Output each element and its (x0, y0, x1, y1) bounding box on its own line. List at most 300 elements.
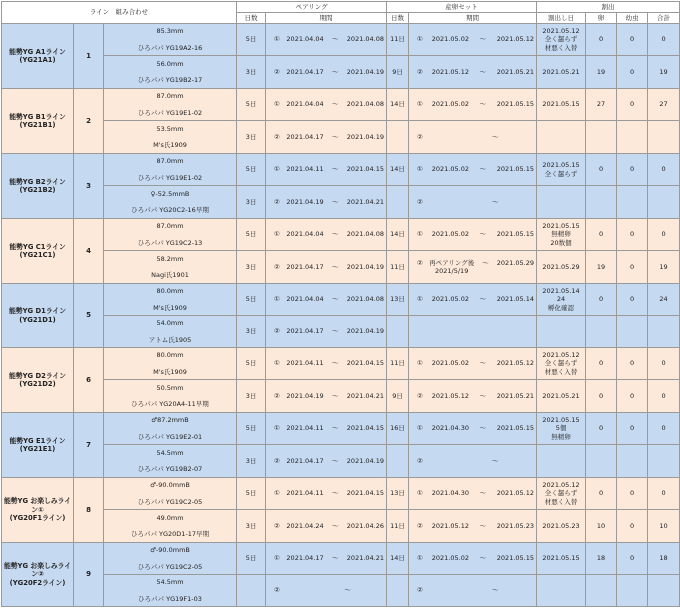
pairing-wave: ～ (331, 489, 339, 498)
egg-count (586, 316, 617, 348)
pairing-days: 5日 (237, 154, 266, 186)
pairing-period (266, 251, 387, 284)
pairing-mark: ② (274, 521, 280, 530)
total-count: 18 (648, 543, 680, 575)
set-mark: ② (417, 258, 423, 267)
pairing-wave: ～ (331, 391, 339, 400)
set-wave: ～ (479, 67, 487, 76)
set-to: 2021.05.23 (496, 521, 534, 530)
set-to: 2021.05.15 (496, 230, 534, 239)
parent-origin: ひろパパ YG19C2-05 (137, 562, 203, 571)
parent-origin: ひろパパ YG19C2-13 (137, 238, 203, 247)
larva-count: 0 (617, 380, 648, 413)
pairing-mark: ② (274, 456, 280, 465)
set-days: 9日 (387, 56, 409, 89)
set-to: 2021.05.12 (496, 359, 534, 368)
larva-count: 0 (617, 219, 648, 251)
set-mark: ① (417, 554, 423, 563)
line-number: 3 (74, 154, 104, 219)
total-count (648, 445, 680, 478)
table-row (2, 348, 680, 380)
parent-origin: ひろパパ YG19E1-02 (137, 173, 203, 182)
parent-cell (104, 24, 237, 56)
pairing-days: 5日 (237, 348, 266, 380)
set-wave: ～ (492, 197, 499, 206)
pairing-from: 2021.04.17 (286, 327, 324, 336)
set-period (409, 251, 537, 284)
parent-origin: ひろパパ YG19B2-17 (137, 76, 203, 84)
line-code: (YG21B2) (19, 186, 56, 194)
pairing-from: 2021.04.19 (286, 197, 324, 206)
total-count: 27 (648, 89, 680, 121)
set-from: 2021.05.12 (431, 391, 469, 400)
total-count (648, 186, 680, 219)
pairing-mark: ① (274, 554, 280, 563)
pairing-days: 5日 (237, 543, 266, 575)
set-wave: ～ (479, 230, 487, 239)
set-period (409, 510, 537, 543)
emerge-note: 24 孵化確認 (548, 295, 575, 312)
pairing-mark: ① (274, 295, 280, 304)
pairing-wave: ～ (331, 197, 339, 206)
parent-origin: ひろパパ YG19E1-02 (137, 108, 203, 117)
set-from: 2021.04.30 (431, 424, 469, 433)
pairing-period (266, 154, 387, 186)
egg-count: 18 (586, 543, 617, 575)
pairing-mark: ② (274, 586, 280, 595)
table-body (2, 24, 680, 607)
pairing-days (237, 575, 266, 607)
egg-count (586, 186, 617, 219)
set-wave: ～ (492, 456, 499, 465)
pairing-to: 2021.04.15 (346, 424, 385, 433)
line-code: (YG21A1) (19, 56, 56, 64)
line-name: 能勢YG A1ライン (9, 47, 66, 56)
parent-size: 49.0mm (156, 513, 184, 522)
set-mark: ① (417, 359, 423, 368)
total-count: 0 (648, 154, 680, 186)
parent-cell (104, 251, 237, 284)
set-days: 9日 (387, 380, 409, 413)
set-to: 2021.05.15 (496, 554, 534, 563)
emerge-cell (537, 445, 586, 478)
set-mark: ① (417, 489, 423, 498)
pairing-to: 2021.04.08 (346, 230, 385, 239)
emerge-date: 2021.05.23 (542, 521, 580, 530)
set-period (409, 89, 537, 121)
pairing-period (266, 380, 387, 413)
set-from: 2021.05.02 (431, 554, 469, 563)
emerge-note: 全く齧らず 材悪く入替 (544, 489, 578, 506)
line-code: (YG21D2) (19, 380, 56, 388)
pairing-wave: ～ (331, 521, 339, 530)
set-days: 14日 (387, 89, 409, 121)
pairing-from: 2021.04.17 (286, 554, 324, 563)
pairing-mark: ① (274, 359, 280, 368)
pairing-from: 2021.04.24 (286, 521, 324, 530)
pairing-to: 2021.04.26 (346, 521, 385, 530)
line-number: 5 (74, 284, 104, 348)
pairing-to: 2021.04.08 (346, 100, 385, 109)
set-mark: ② (417, 586, 423, 595)
pairing-period (266, 56, 387, 89)
pairing-wave: ～ (331, 100, 339, 109)
set-mark: ② (417, 67, 423, 76)
larva-count: 0 (617, 510, 648, 543)
table-row (2, 24, 680, 56)
set-from: 再ペアリング後 2021/5/19 (429, 258, 475, 275)
set-days: 11日 (387, 24, 409, 56)
total-count (648, 316, 680, 348)
parent-cell (104, 575, 237, 607)
total-count: 24 (648, 284, 680, 316)
parent-cell (104, 89, 237, 121)
set-wave: ～ (492, 586, 499, 595)
pairing-days: 3日 (237, 316, 266, 348)
parent-origin: ひろパパ YG20A4-11早期 (131, 400, 209, 408)
set-from: 2021.05.02 (431, 295, 469, 304)
emerge-date: 2021.05.29 (542, 262, 580, 271)
emerge-date: 2021.05.15 (542, 161, 580, 170)
line-name: 能勢YG B1ライン (9, 112, 66, 121)
table-row (2, 154, 680, 186)
set-from: 2021.05.02 (431, 35, 469, 44)
egg-count: 0 (586, 219, 617, 251)
pairing-wave: ～ (331, 262, 339, 271)
set-from: 2021.05.02 (431, 359, 469, 368)
egg-count: 0 (586, 348, 617, 380)
parent-cell (104, 543, 237, 575)
set-days: 11日 (387, 251, 409, 284)
set-wave: ～ (479, 295, 487, 304)
pairing-to: 2021.04.15 (346, 359, 385, 368)
emerge-cell (537, 24, 586, 56)
pairing-days: 5日 (237, 89, 266, 121)
line-code: (YG20F2ライン) (9, 578, 66, 587)
pairing-mark: ① (274, 230, 280, 239)
line-name-cell (2, 154, 74, 219)
pairing-to: 2021.04.21 (346, 554, 385, 563)
pairing-from: 2021.04.17 (286, 262, 324, 271)
set-period (409, 380, 537, 413)
set-to: 2021.05.15 (496, 424, 534, 433)
set-from: 2021.05.02 (431, 100, 469, 109)
set-days (387, 121, 409, 154)
pairing-period (266, 478, 387, 510)
line-name: 能勢YG B2ライン (9, 177, 66, 186)
pairing-period (266, 543, 387, 575)
pairing-days: 5日 (237, 284, 266, 316)
set-period (409, 478, 537, 510)
set-to: 2021.05.21 (496, 391, 534, 400)
pairing-period (266, 89, 387, 121)
larva-count: 0 (617, 154, 648, 186)
emerge-cell (537, 413, 586, 445)
pairing-wave: ～ (331, 67, 339, 76)
larva-count (617, 445, 648, 478)
parent-size: 56.0mm (156, 59, 184, 68)
table-row (2, 186, 680, 219)
emerge-date: 2021.05.15 (542, 554, 580, 563)
set-wave: ～ (479, 424, 487, 433)
pairing-wave: ～ (331, 456, 339, 465)
emerge-cell (537, 543, 586, 575)
parent-cell (104, 478, 237, 510)
total-count: 0 (648, 380, 680, 413)
parent-size: ♀-52.5mmB (150, 189, 190, 198)
set-days: 11日 (387, 348, 409, 380)
line-number: 9 (74, 543, 104, 607)
header-pairing-days: 日数 (237, 13, 266, 24)
set-days: 14日 (387, 154, 409, 186)
larva-count (617, 575, 648, 607)
set-wave: ～ (479, 391, 487, 400)
emerge-cell (537, 348, 586, 380)
larva-count: 0 (617, 284, 648, 316)
pairing-mark: ① (274, 489, 280, 498)
pairing-mark: ② (274, 197, 280, 206)
parent-size: 58.2mm (156, 254, 184, 263)
parent-origin: ひろパパ YG19A2-16 (137, 43, 203, 52)
pairing-days: 3日 (237, 445, 266, 478)
emerge-cell (537, 380, 586, 413)
pairing-period (266, 121, 387, 154)
egg-count: 0 (586, 154, 617, 186)
header-pairing-period: 期間 (266, 13, 387, 24)
set-wave: ～ (482, 258, 489, 267)
set-mark: ② (417, 132, 423, 141)
parent-size: 54.5mm (156, 448, 184, 457)
parent-size: 53.5mm (156, 124, 184, 133)
pairing-days: 3日 (237, 380, 266, 413)
pairing-from: 2021.04.11 (286, 489, 324, 498)
parent-size: 85.3mm (156, 27, 184, 36)
line-name: 能勢YG C1ライン (9, 242, 66, 251)
egg-count (586, 445, 617, 478)
set-mark: ① (417, 35, 423, 44)
pairing-to: 2021.04.19 (346, 456, 385, 465)
set-to: 2021.05.29 (496, 258, 534, 267)
pairing-period (266, 186, 387, 219)
pairing-wave: ～ (331, 230, 339, 239)
parent-size: 87.0mm (156, 92, 184, 101)
pairing-to: 2021.04.21 (346, 391, 385, 400)
line-code: (YG21D1) (19, 315, 56, 324)
set-period (409, 575, 537, 607)
total-count: 19 (648, 56, 680, 89)
parent-origin: ひろパパ YG19E2-01 (137, 432, 203, 441)
set-period (409, 348, 537, 380)
line-number: 2 (74, 89, 104, 154)
table-row (2, 219, 680, 251)
line-name-cell (2, 89, 74, 154)
emerge-note: 無精卵 20数個 (550, 230, 572, 247)
header-row-1 (2, 2, 680, 13)
egg-count: 0 (586, 24, 617, 56)
pairing-days: 5日 (237, 478, 266, 510)
emerge-cell (537, 89, 586, 121)
set-wave: ～ (479, 554, 487, 563)
set-mark: ① (417, 100, 423, 109)
larva-count: 0 (617, 24, 648, 56)
pairing-from: 2021.04.11 (286, 165, 324, 174)
pairing-to: 2021.04.19 (346, 67, 385, 76)
emerge-cell (537, 316, 586, 348)
pairing-days: 3日 (237, 510, 266, 543)
larva-count: 0 (617, 348, 648, 380)
set-period (409, 121, 537, 154)
line-name: 能勢YG D1ライン (8, 307, 67, 316)
emerge-cell (537, 219, 586, 251)
pairing-mark: ② (274, 132, 280, 141)
emerge-note: 全く齧らず 材悪く入替 (544, 35, 578, 52)
pairing-days: 3日 (237, 186, 266, 219)
total-count: 0 (648, 478, 680, 510)
parent-cell (104, 445, 237, 478)
pairing-to: 2021.04.15 (346, 489, 385, 498)
egg-count: 19 (586, 251, 617, 284)
parent-cell (104, 348, 237, 380)
pairing-days: 3日 (237, 121, 266, 154)
table-row (2, 284, 680, 316)
parent-origin: ひろパパ YG19B2-07 (137, 465, 203, 473)
set-days: 14日 (387, 543, 409, 575)
emerge-cell (537, 478, 586, 510)
pairing-from: 2021.04.17 (286, 456, 324, 465)
table-row (2, 89, 680, 121)
set-period (409, 56, 537, 89)
parent-size: 87.0mm (156, 222, 184, 231)
line-code: (YG21E1) (19, 445, 56, 453)
emerge-date: 2021.05.15 (542, 100, 580, 109)
header-set-period: 期間 (409, 13, 537, 24)
header-larva: 幼虫 (617, 13, 648, 24)
emerge-note: 全く齧らず (544, 169, 578, 178)
pairing-mark: ② (274, 327, 280, 336)
emerge-date: 2021.05.15 (542, 416, 580, 425)
line-name-cell (2, 284, 74, 348)
set-from: 2021.05.12 (431, 67, 469, 76)
set-wave: ～ (479, 100, 487, 109)
set-days (387, 316, 409, 348)
parent-size: 54.0mm (156, 319, 184, 328)
pairing-period (266, 510, 387, 543)
emerge-date: 2021.05.15 (542, 222, 580, 231)
line-number: 8 (74, 478, 104, 543)
pairing-wave: ～ (331, 35, 339, 44)
emerge-cell (537, 251, 586, 284)
parent-cell (104, 413, 237, 445)
set-period (409, 186, 537, 219)
pairing-to: 2021.04.19 (346, 262, 385, 271)
larva-count: 0 (617, 478, 648, 510)
set-period (409, 543, 537, 575)
line-name-cell (2, 543, 74, 607)
table-row (2, 251, 680, 284)
egg-count (586, 121, 617, 154)
pairing-period (266, 316, 387, 348)
set-period (409, 316, 537, 348)
pairing-mark: ② (274, 391, 280, 400)
egg-count: 0 (586, 413, 617, 445)
set-days: 11日 (387, 510, 409, 543)
pairing-to: 2021.04.21 (346, 197, 385, 206)
parent-cell (104, 380, 237, 413)
emerge-date: 2021.05.14 (542, 287, 580, 296)
emerge-note: 5個 無精卵 (551, 424, 571, 441)
emerge-note: 全く齧らず 材悪く入替 (544, 359, 578, 376)
set-days (387, 575, 409, 607)
line-name: 能勢YG お楽しみライン① (3, 497, 72, 514)
egg-count: 27 (586, 89, 617, 121)
set-to: 2021.05.12 (496, 35, 534, 44)
header-line-combo: ライン 組み合わせ (2, 2, 237, 24)
pairing-to: 2021.04.19 (346, 327, 385, 336)
pairing-days: 5日 (237, 413, 266, 445)
larva-count (617, 316, 648, 348)
pairing-wave: ～ (331, 132, 339, 141)
parent-size: ♂-90.0mmB (150, 546, 190, 555)
header-set-days: 日数 (387, 13, 409, 24)
pairing-days: 5日 (237, 24, 266, 56)
line-number: 7 (74, 413, 104, 478)
pairing-from: 2021.04.17 (286, 132, 324, 141)
larva-count (617, 121, 648, 154)
set-period (409, 445, 537, 478)
emerge-cell (537, 154, 586, 186)
table-row (2, 575, 680, 607)
emerge-cell (537, 510, 586, 543)
pairing-wave: ～ (331, 359, 339, 368)
set-period (409, 24, 537, 56)
egg-count (586, 575, 617, 607)
set-wave: ～ (479, 165, 487, 174)
parent-cell (104, 510, 237, 543)
pairing-mark: ② (274, 262, 280, 271)
set-mark: ① (417, 295, 423, 304)
pairing-days: 3日 (237, 251, 266, 284)
larva-count: 0 (617, 89, 648, 121)
parent-size: 80.0mm (156, 351, 184, 360)
pairing-from: 2021.04.19 (286, 391, 324, 400)
pairing-mark: ① (274, 35, 280, 44)
total-count (648, 575, 680, 607)
line-name-cell (2, 24, 74, 89)
set-from: 2021.05.02 (431, 165, 469, 174)
pairing-mark: ① (274, 424, 280, 433)
set-mark: ② (417, 521, 423, 530)
parent-origin: M's氏1909 (153, 367, 187, 376)
table-row (2, 478, 680, 510)
breeding-record-table (1, 1, 680, 607)
pairing-wave: ～ (331, 327, 339, 336)
set-period (409, 154, 537, 186)
parent-origin: ひろパパ YG19F1-03 (138, 594, 202, 603)
emerge-date: 2021.05.12 (542, 27, 580, 36)
set-wave: ～ (479, 489, 487, 498)
pairing-from: 2021.04.04 (286, 295, 324, 304)
egg-count: 0 (586, 478, 617, 510)
larva-count (617, 186, 648, 219)
parent-cell (104, 284, 237, 316)
parent-cell (104, 219, 237, 251)
set-mark: ② (417, 456, 423, 465)
table-row (2, 380, 680, 413)
parent-size: 80.0mm (156, 287, 184, 296)
table-row (2, 445, 680, 478)
set-period (409, 284, 537, 316)
parent-size: 54.5mm (156, 578, 184, 587)
